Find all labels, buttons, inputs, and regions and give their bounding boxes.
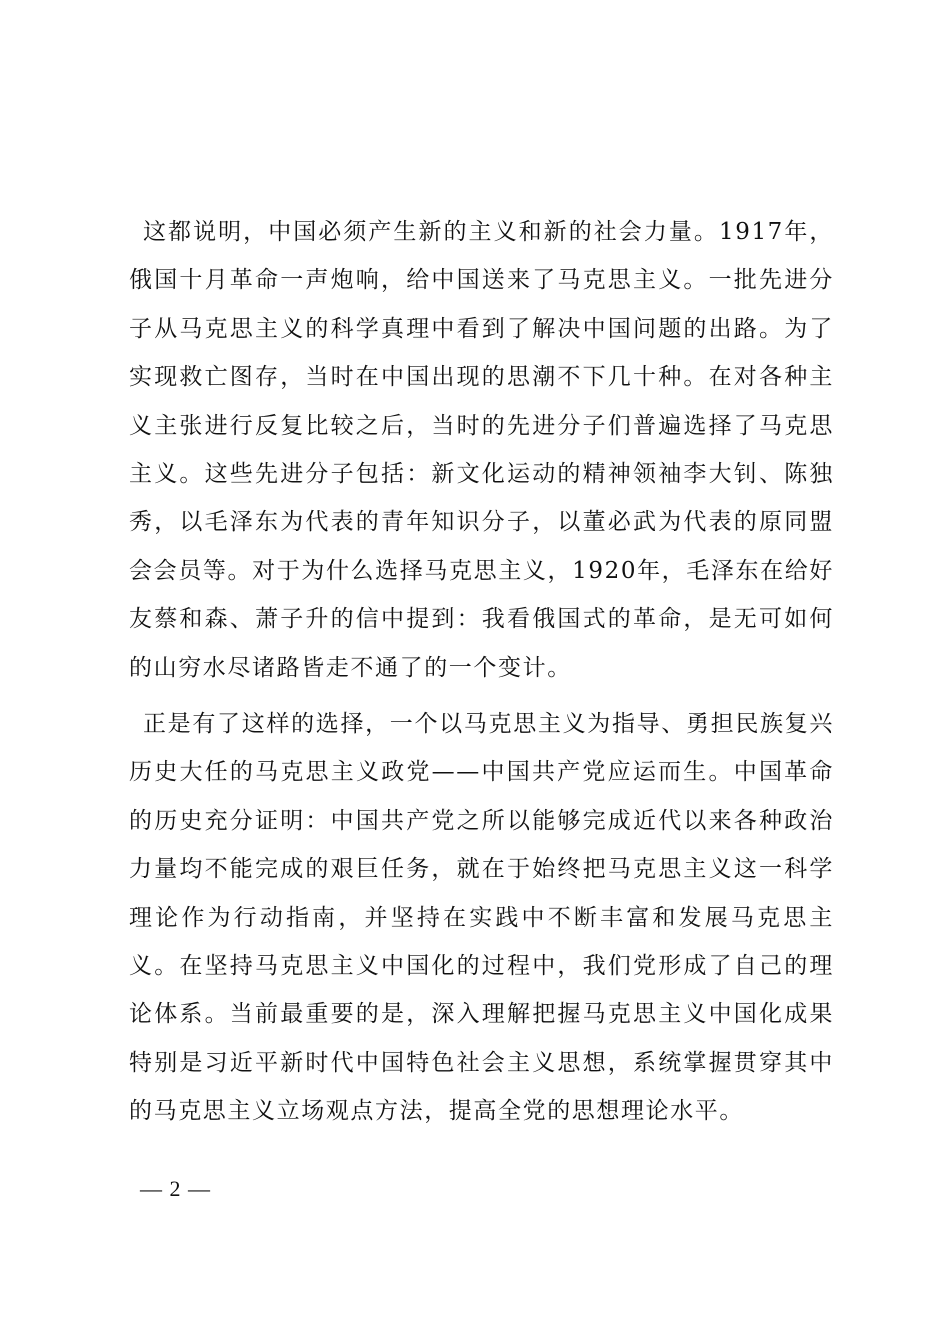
paragraph-party-founding: 正是有了这样的选择，一个以马克思主义为指导、勇担民族复兴历史大任的马克思主义政党——中国共产党应运而生。中国革命的历史充分证明：中国共产党之所以能够完成近代以来各种政治力量均不能完成的艰巨任务，就在于始终把马克思主义这一科学理论作为行动指南，并坚持在实践中不断丰富和发展马克思主义。在坚持马克思主义中国化的过程中，我们党形成了自己的理论体系。当前最重要的是，深入理解把握马克思主义中国化成果特别是习近平新时代中国特色社会主义思想，系统掌握贯穿其中的马克思主义立场观点方法，提高全党的思想理论水平。 <box>129 711 834 1125</box>
page-number: — 2 — <box>140 1176 211 1201</box>
paragraph-marxism-choice: 这都说明，中国必须产生新的主义和新的社会力量。1917年，俄国十月革命一声炮响，给中国送来了马克思主义。一批先进分子从马克思主义的科学真理中看到了解决中国问题的出路。为了实现救亡图存，当时在中国出现的思潮不下几十种。在对各种主义主张进行反复比较之后，当时的先进分子们普遍选择了马克思主义。这些先进分子包括：新文化运动的精神领袖李大钊、陈独秀，以毛泽东为代表的青年知识分子，以董必武为代表的原同盟会会员等。对于为什么选择马克思主义，1920年，毛泽东在给好友蔡和森、萧子升的信中提到：我看俄国式的革命，是无可如何的山穷水尽诸路皆走不通了的一个变计。 <box>129 219 834 681</box>
